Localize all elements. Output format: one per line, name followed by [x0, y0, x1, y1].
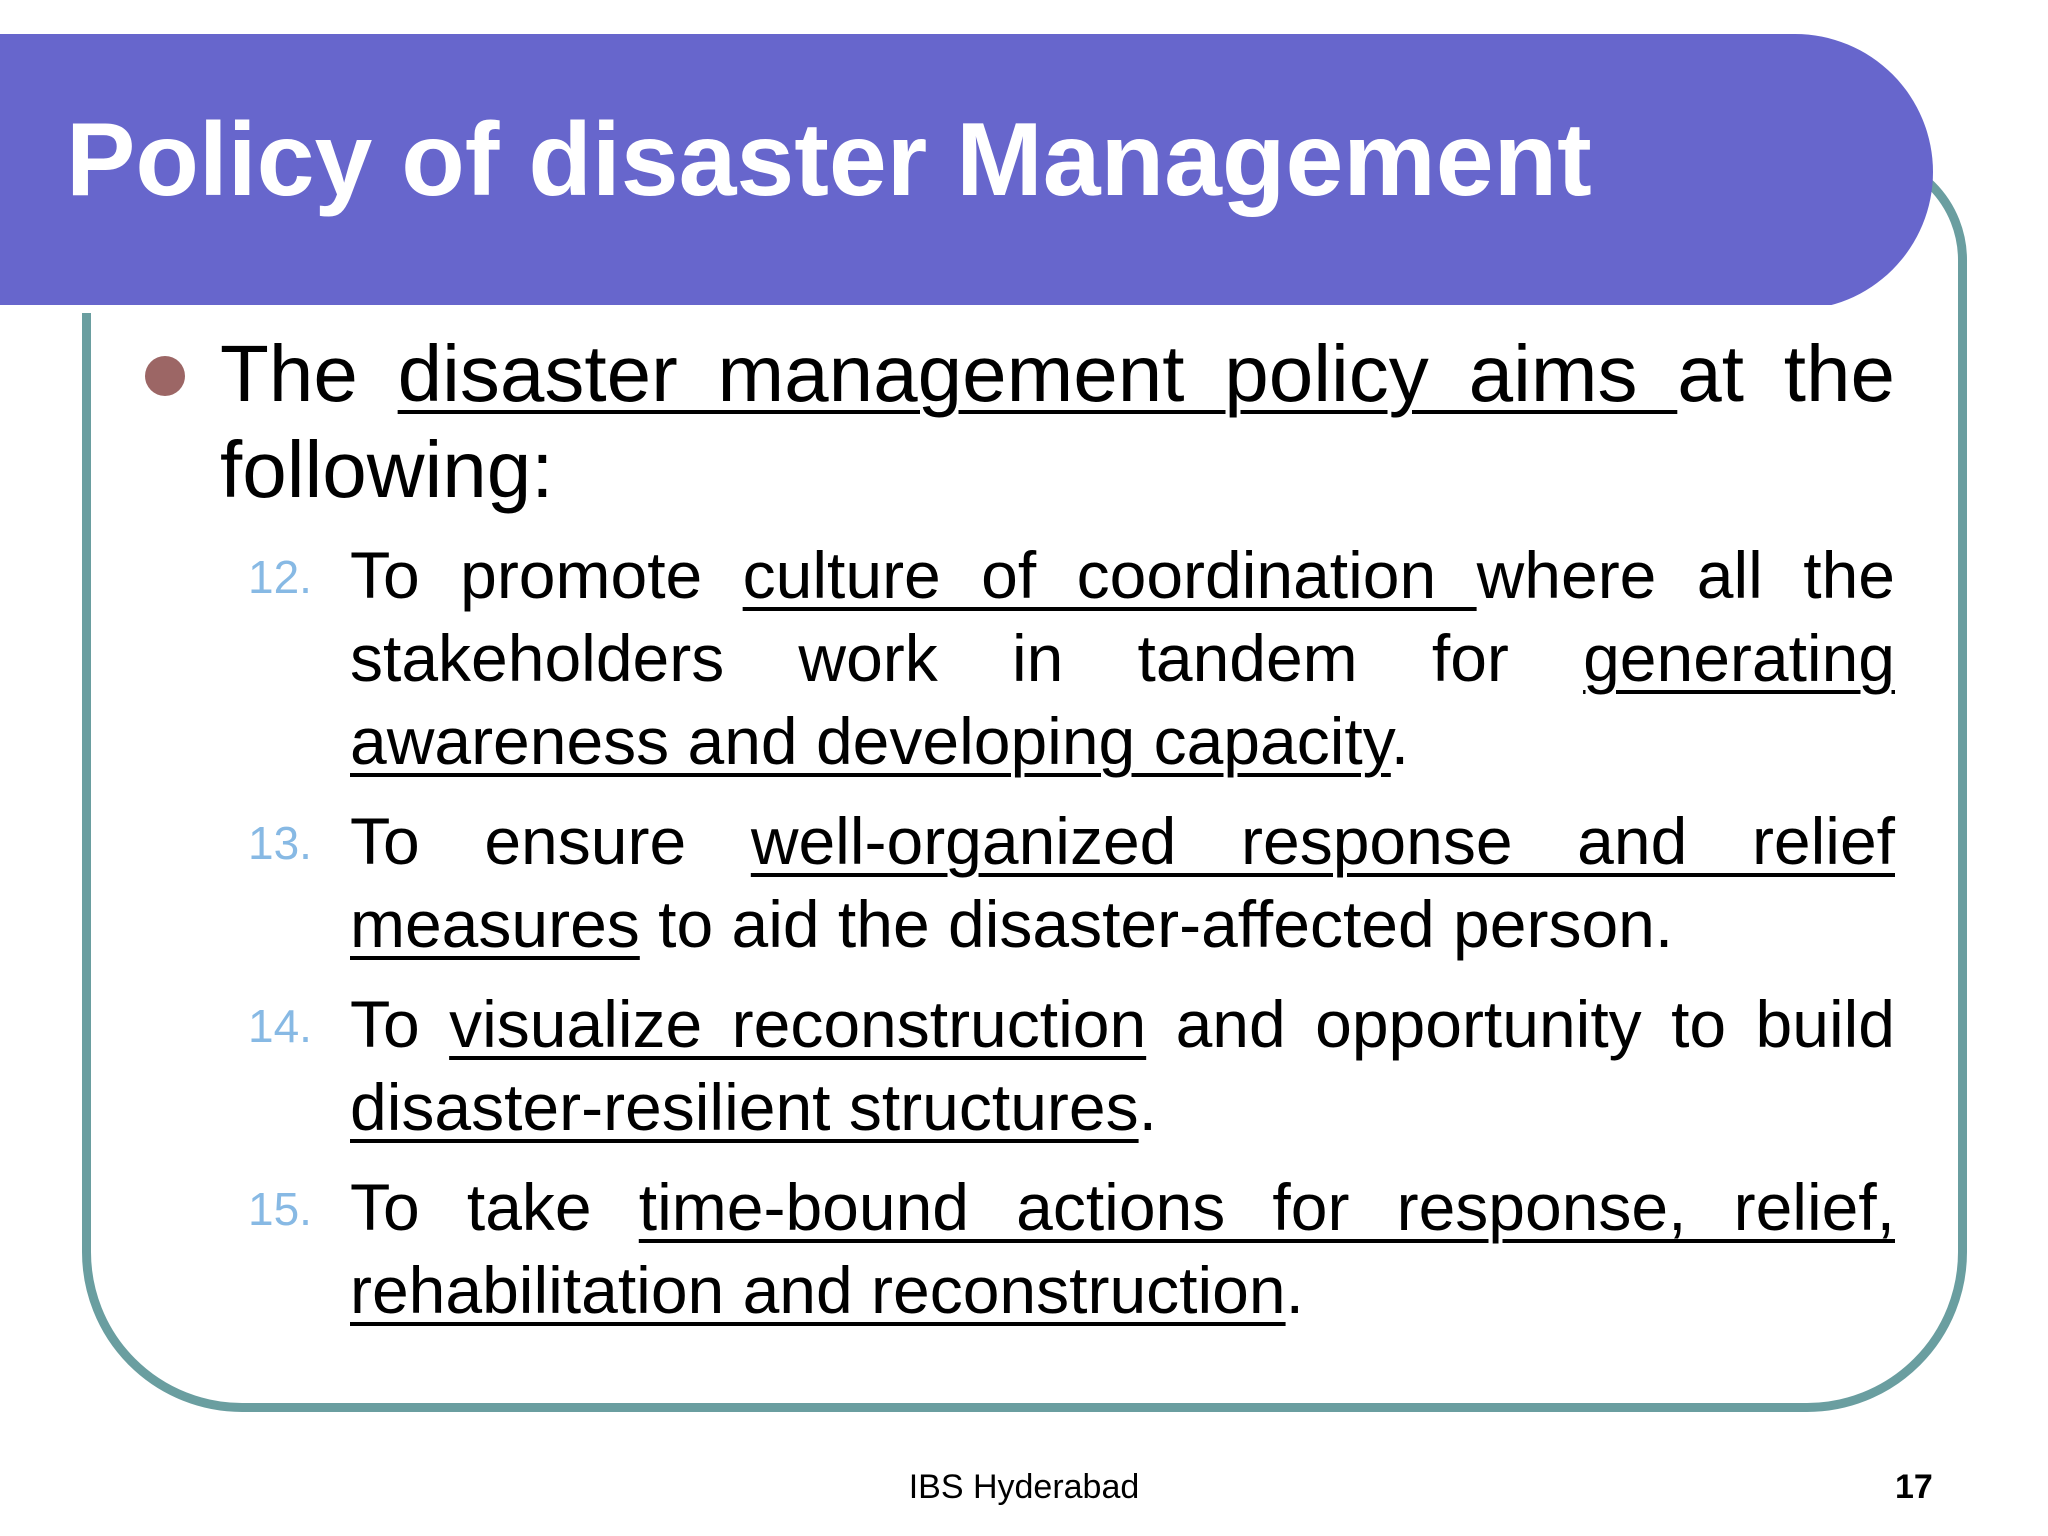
item-emphasis: visualize reconstruction — [449, 987, 1147, 1061]
item-text: To — [350, 987, 450, 1061]
slide-title: Policy of disaster Management — [66, 102, 1592, 218]
bullet-dot-icon — [145, 356, 185, 396]
bullet-lead: The — [220, 329, 398, 418]
numbered-list — [140, 534, 1900, 1332]
item-text: . — [1285, 1253, 1304, 1327]
item-text: . — [1138, 1070, 1157, 1144]
page-number: 17 — [1895, 1468, 1933, 1506]
footer-organization: IBS Hyderabad — [908, 1468, 1140, 1506]
list-item-15 — [140, 1166, 1895, 1332]
list-number: 15. — [248, 1183, 312, 1235]
list-item-14 — [140, 983, 1895, 1149]
item-text: To ensure — [350, 804, 751, 878]
item-emphasis: culture of coordination — [742, 538, 1477, 612]
list-number: 14. — [248, 1000, 312, 1052]
item-emphasis: disaster-resilient structures — [350, 1070, 1139, 1144]
item-text: To promote — [350, 538, 743, 612]
item-text: where all the stakeholders work in tandem for — [350, 538, 1895, 695]
item-emphasis: time-bound actions for response, relief, rehabilitation and reconstruction — [350, 1170, 1895, 1327]
item-emphasis: generating awareness and developing capacity — [350, 621, 1895, 778]
list-number: 13. — [248, 817, 312, 869]
item-emphasis: well-organized response and relief measures — [350, 804, 1895, 961]
item-text: . — [1390, 704, 1410, 778]
item-text: to aid the disaster-affected person. — [639, 887, 1674, 961]
bullet-emphasis: disaster management policy aims — [397, 329, 1678, 418]
list-item-12 — [140, 534, 1895, 783]
list-number: 12. — [248, 551, 312, 603]
bullet-tail: at the following: — [220, 329, 1896, 514]
item-text: To take — [350, 1170, 639, 1244]
list-item-13 — [140, 800, 1895, 966]
item-text: and opportunity to build — [1146, 987, 1895, 1061]
slide-content — [140, 326, 1900, 1349]
title-underline-rule — [0, 305, 1833, 313]
bullet-item — [140, 326, 1895, 518]
